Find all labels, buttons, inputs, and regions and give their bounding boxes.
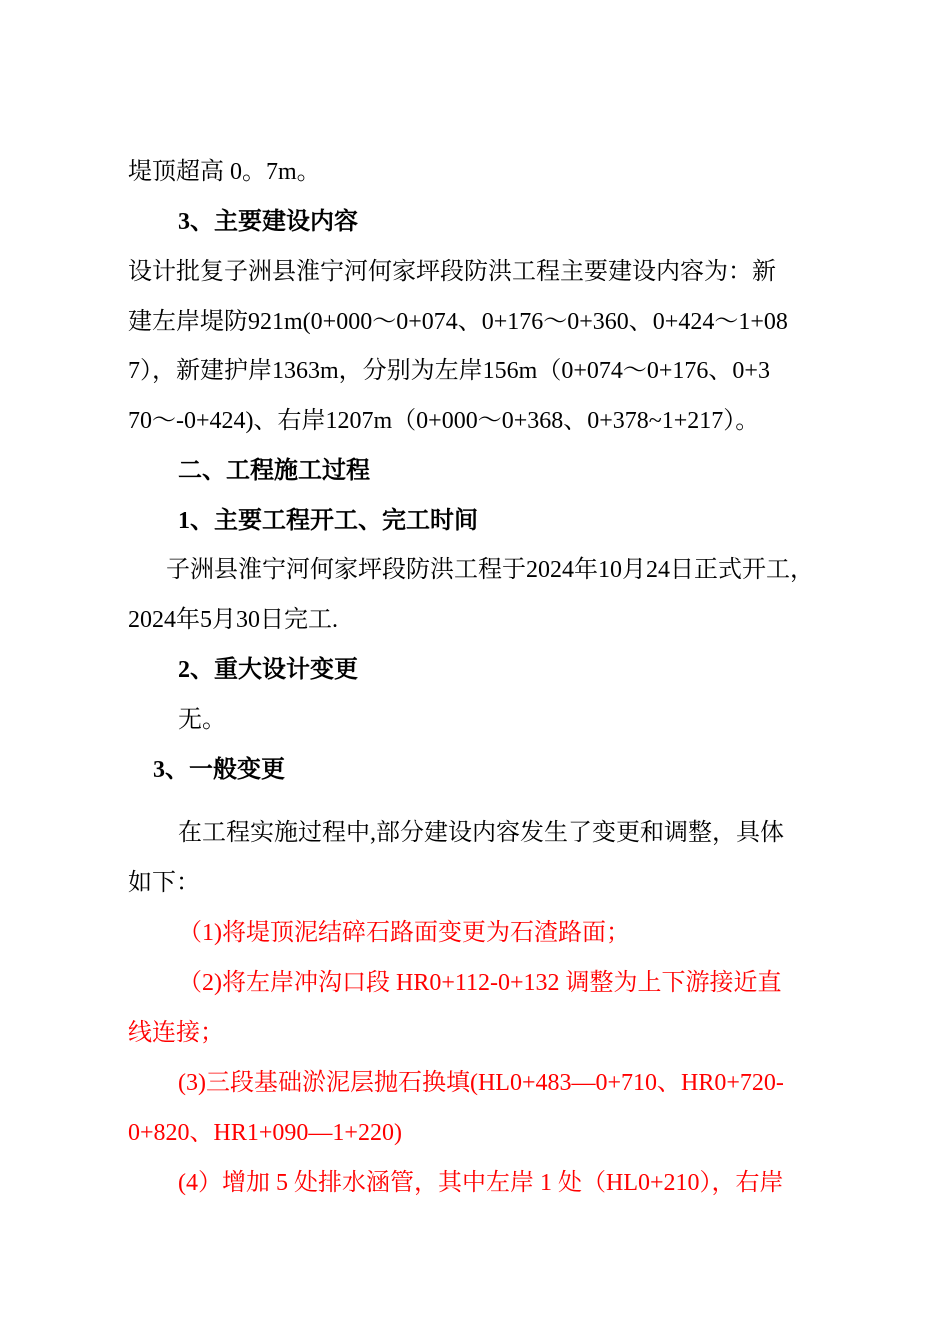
paragraph-line: 70～-0+424)、右岸1207m（0+000～0+368、0+378~1+217）。: [128, 408, 760, 434]
paragraph-line: 建左岸堤防921m(0+000～0+074、0+176～0+360、0+424～1+08: [128, 309, 788, 335]
paragraph-line: 子洲县淮宁河何家坪段防洪工程于2024年10月24日正式开工，: [166, 557, 814, 583]
paragraph-line: 2024年5月30日完工.: [128, 607, 338, 633]
paragraph-line: 无。: [178, 707, 226, 733]
section-heading: 2、重大设计变更: [178, 657, 358, 683]
paragraph-line: 设计批复子洲县淮宁河何家坪段防洪工程主要建设内容为：新: [128, 259, 776, 285]
paragraph-line: 如下：: [128, 870, 200, 896]
change-item-3-cont: 0+820、HR1+090—1+220): [128, 1120, 402, 1146]
section-heading: 3、一般变更: [153, 757, 285, 783]
section-heading: 1、主要工程开工、完工时间: [178, 508, 478, 534]
change-item-2-cont: 线连接；: [128, 1020, 224, 1046]
chapter-heading: 二、工程施工过程: [178, 458, 370, 484]
paragraph-line: 堤顶超高 0。7m。: [128, 159, 321, 185]
change-item-3: (3)三段基础淤泥层抛石换填(HL0+483—0+710、HR0+720-: [178, 1070, 784, 1096]
paragraph-line: 7），新建护岸1363m，分别为左岸156m（0+074～0+176、0+3: [128, 358, 770, 384]
section-heading: 3、主要建设内容: [178, 209, 358, 235]
change-item-1: （1)将堤顶泥结碎石路面变更为石渣路面；: [178, 920, 630, 946]
change-item-2: （2)将左岸冲沟口段 HR0+112-0+132 调整为上下游接近直: [178, 970, 782, 996]
change-item-4: (4）增加 5 处排水涵管，其中左岸 1 处（HL0+210），右岸: [178, 1170, 784, 1196]
paragraph-line: 在工程实施过程中,部分建设内容发生了变更和调整，具体: [178, 820, 784, 846]
